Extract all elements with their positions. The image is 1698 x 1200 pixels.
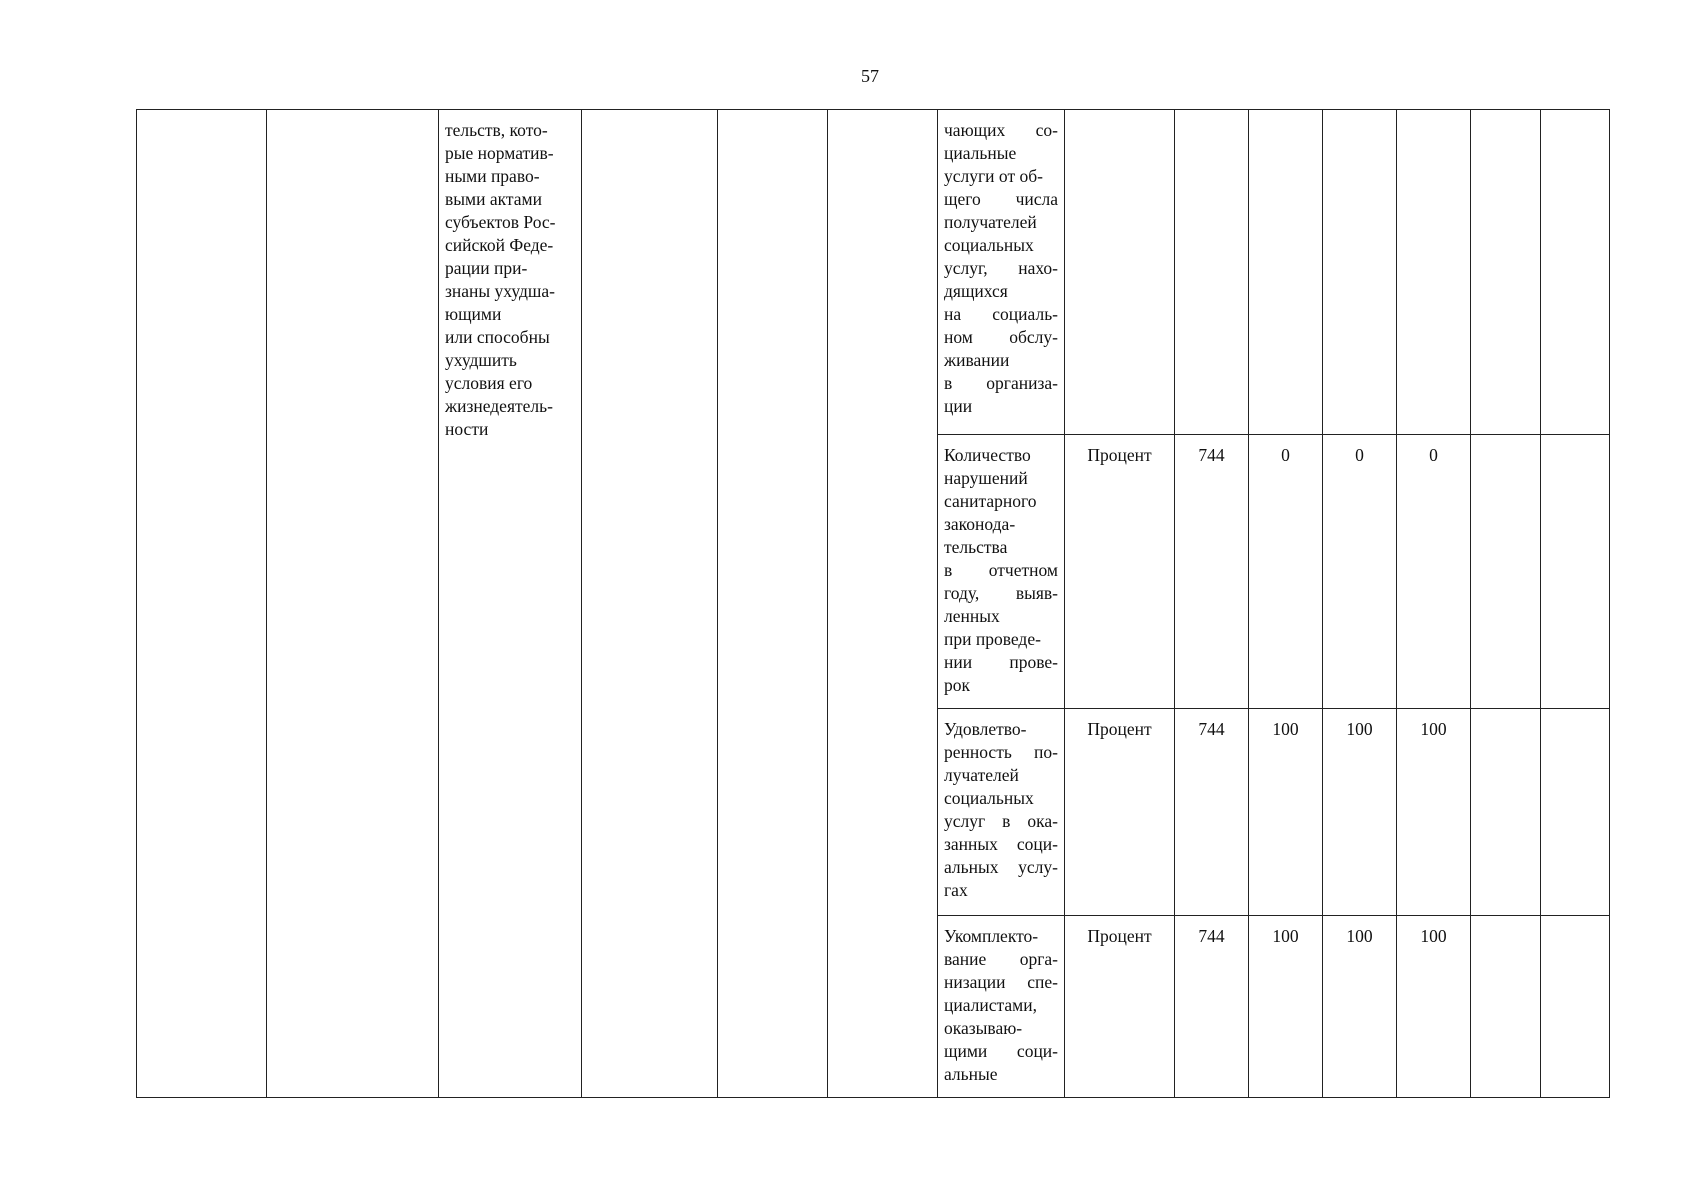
- indicator-line: Укомплекто-: [944, 926, 1039, 946]
- indicator-line: Количество: [944, 445, 1031, 465]
- indicator-line: получателей: [944, 212, 1037, 232]
- indicator-line: щего числа: [944, 189, 1058, 209]
- indicator-line: альных услу-: [944, 857, 1058, 877]
- indicator-line: Удовлетво-: [944, 719, 1027, 739]
- requirement-line: рые норматив-: [445, 143, 554, 163]
- service-quality-table: [136, 109, 1610, 1098]
- indicator-line: циальные: [944, 143, 1017, 163]
- empty-cell: [1541, 435, 1610, 709]
- unit-cell: Процент: [1065, 709, 1175, 916]
- value-cell: [1249, 110, 1323, 435]
- indicator-line: ции: [944, 396, 973, 416]
- value-cell: 100: [1397, 709, 1471, 916]
- indicator-line: услуг, нахо-: [944, 258, 1058, 278]
- value-cell: [1397, 110, 1471, 435]
- indicator-line: тельства: [944, 537, 1008, 557]
- value-cell: 0: [1249, 435, 1323, 709]
- indicator-line: нарушений: [944, 468, 1028, 488]
- empty-cell: [1541, 916, 1610, 1098]
- value-cell: 0: [1323, 435, 1397, 709]
- indicator-line: гах: [944, 880, 968, 900]
- empty-cell: [267, 110, 439, 1098]
- value-cell: 100: [1397, 916, 1471, 1098]
- empty-cell: [718, 110, 828, 1098]
- empty-cell: [1541, 709, 1610, 916]
- value-cell: 0: [1397, 435, 1471, 709]
- value-cell: [1323, 110, 1397, 435]
- requirement-line: ными право-: [445, 166, 540, 186]
- indicator-line: альные: [944, 1064, 998, 1084]
- empty-cell: [1471, 435, 1541, 709]
- indicator-line: оказываю-: [944, 1018, 1023, 1038]
- indicator-line: нии прове-: [944, 652, 1058, 672]
- indicator-line: занных соци-: [944, 834, 1058, 854]
- indicator-line: году, выяв-: [944, 583, 1058, 603]
- indicator-line: лучателей: [944, 765, 1019, 785]
- unit-cell: Процент: [1065, 435, 1175, 709]
- indicator-line: живании: [944, 350, 1010, 370]
- indicator-line: при проведе-: [944, 629, 1041, 649]
- value-cell: 100: [1249, 709, 1323, 916]
- code-cell: 744: [1175, 435, 1249, 709]
- requirement-line: выми актами: [445, 189, 542, 209]
- table-row: [137, 110, 1610, 435]
- indicator-line: низации спе-: [944, 972, 1058, 992]
- page-number: 57: [861, 66, 879, 86]
- indicator-name-cell: [938, 916, 1065, 1098]
- indicator-line: вание орга-: [944, 949, 1058, 969]
- empty-cell: [582, 110, 718, 1098]
- value-cell: 100: [1323, 916, 1397, 1098]
- requirement-line: тельств, кото-: [445, 120, 548, 140]
- indicator-line: санитарного: [944, 491, 1037, 511]
- empty-cell: [828, 110, 938, 1098]
- indicator-line: ленных: [944, 606, 1000, 626]
- indicator-line: щими соци-: [944, 1041, 1058, 1061]
- code-cell: 744: [1175, 709, 1249, 916]
- indicator-line: рок: [944, 675, 971, 695]
- unit-cell: Процент: [1065, 916, 1175, 1098]
- empty-cell: [1471, 916, 1541, 1098]
- requirement-line: субъектов Рос-: [445, 212, 556, 232]
- empty-cell: [1471, 709, 1541, 916]
- indicator-line: социальных: [944, 788, 1034, 808]
- requirement-line: жизнедеятель-: [445, 396, 553, 416]
- indicator-line: в организа-: [944, 373, 1058, 393]
- indicator-name-cell: [938, 709, 1065, 916]
- requirement-line: условия его: [445, 373, 533, 393]
- indicator-line: чающих со-: [944, 120, 1058, 140]
- indicator-line: циалистами,: [944, 995, 1037, 1015]
- value-cell: 100: [1323, 709, 1397, 916]
- unit-cell: [1065, 110, 1175, 435]
- indicator-line: в отчетном: [944, 560, 1058, 580]
- value-cell: 100: [1249, 916, 1323, 1098]
- requirement-line: или способны: [445, 327, 550, 347]
- indicator-line: законода-: [944, 514, 1016, 534]
- requirement-line: ухудшить: [445, 350, 517, 370]
- requirement-line: ности: [445, 419, 489, 439]
- indicator-line: социальных: [944, 235, 1034, 255]
- indicator-line: услуги от об-: [944, 166, 1043, 186]
- requirement-cell: [439, 110, 582, 1098]
- code-cell: [1175, 110, 1249, 435]
- indicator-line: ном обслу-: [944, 327, 1058, 347]
- empty-cell: [137, 110, 267, 1098]
- empty-cell: [1541, 110, 1610, 435]
- indicator-name-cell: [938, 110, 1065, 435]
- indicator-line: ренность по-: [944, 742, 1058, 762]
- requirement-line: рации при-: [445, 258, 528, 278]
- requirement-line: ющими: [445, 304, 502, 324]
- requirement-line: сийской Феде-: [445, 235, 554, 255]
- indicator-line: на социаль-: [944, 304, 1058, 324]
- indicator-name-cell: [938, 435, 1065, 709]
- indicator-line: дящихся: [944, 281, 1008, 301]
- code-cell: 744: [1175, 916, 1249, 1098]
- requirement-line: знаны ухудша-: [445, 281, 555, 301]
- empty-cell: [1471, 110, 1541, 435]
- indicator-line: услуг в ока-: [944, 811, 1058, 831]
